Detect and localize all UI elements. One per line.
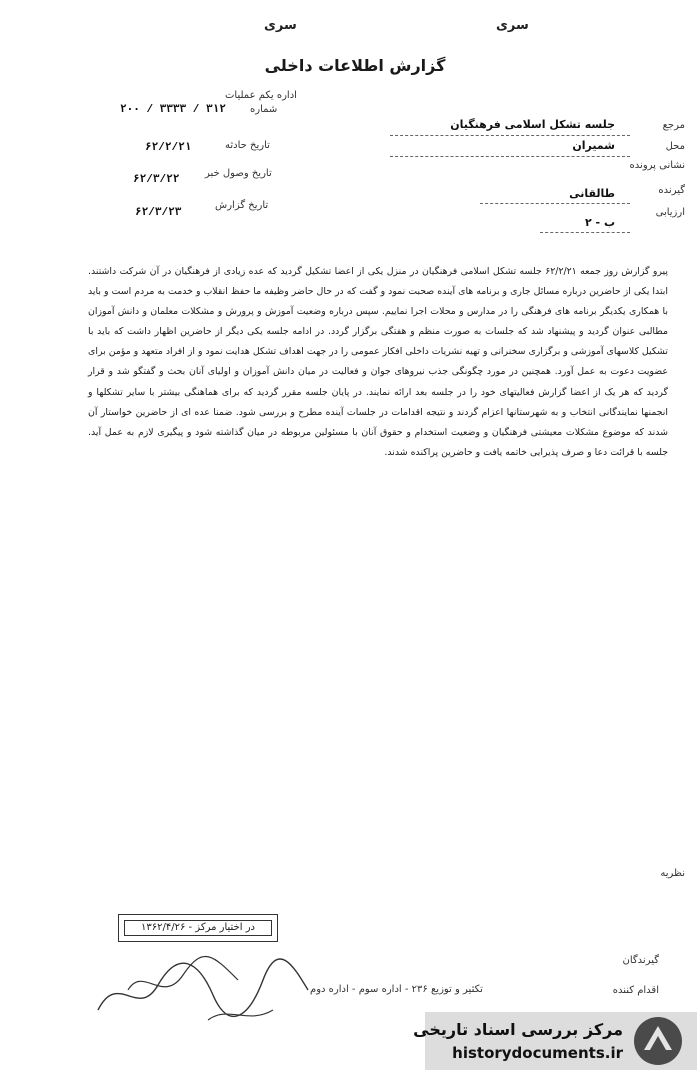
copy-label: اقدام کننده bbox=[612, 985, 659, 996]
evaluation-label: ارزیابی bbox=[655, 207, 685, 218]
report-body-text: پیرو گزارش روز جمعه ۶۲/۲/۲۱ جلسه تشکل اسلامی فرهنگیان در منزل یکی از اعضا تشکیل گردید که عده زیادی از فرهنگیان در آن شرکت داشتند. ابتدا یکی از حاضرین درباره مسائل جاری و برنامه های آینده صحبت نمود و گفت که در حال حاضر وظیفه ما حفظ انقلاب و خدمت به مردم است و باید با همکاری یکدیگر برنامه های فرهنگی را در مدارس و محلات اجرا نماییم. سپس درباره وضعیت آموزش و پرورش و مشکلات معلمان و دانش آموزان مطالبی عنوان گردید و پیشنهاد شد که جلسات به صورت منظم و هفتگی برگزار گردد. در ادامه جلسه یکی دیگر از حاضرین اظهار داشت که باید با تشکیل کلاسهای آموزشی و برگزاری سخنرانی و تهیه نشریات داخلی افکار عمومی را در جهت اهداف تشکل هدایت نمود و از افراد متعهد و مؤمن برای عضویت دعوت به عمل آورد. همچنین در مورد چگونگی جذب نیروهای جوان و فعالیت در میان دانش آموزان و اولیای آنان بحث و گفتگو شد و قرار گردید که هر یک از اعضا گزارش فعالیتهای خود را در جلسه بعد ارائه نمایند. در پایان جلسه مقرر گردید که برای هماهنگی بیشتر با سایر تشکلها و انجمنها نمایندگانی انتخاب و به شهرستانها اعزام گردند و نتیجه اقدامات در جلسات آینده مطرح و بررسی شود. ضمنا عده ای از حاضرین خواستار آن شدند که موضوع مشکلات معیشتی فرهنگیان و وضعیت استخدام و حقوق آنان با مسئولین مربوطه در میان گذاشته شود و پیگیری لازم به عمل آید. جلسه با قرائت دعا و صرف پذیرایی خاتمه یافت و حاضرین پراکنده شدند. bbox=[88, 266, 668, 458]
place-value: شمیران bbox=[572, 139, 615, 152]
document-title: گزارش اطلاعات داخلی bbox=[264, 56, 446, 75]
report-date-label: تاریخ گزارش bbox=[215, 200, 269, 211]
office-label: اداره یکم عملیات bbox=[225, 90, 297, 101]
event-date-value: ۶۲/۲/۲۱ bbox=[145, 142, 192, 154]
evaluation-value: ب - ۲ bbox=[585, 216, 615, 229]
source-label: مرجع bbox=[662, 120, 685, 131]
signature-scribble bbox=[88, 950, 318, 1030]
place-underline bbox=[390, 156, 630, 157]
report-body bbox=[88, 262, 668, 463]
recipient-label: گیرنده bbox=[658, 185, 685, 196]
source-value: جلسه تشکل اسلامی فرهنگیان bbox=[450, 118, 615, 131]
place-label: محل bbox=[665, 141, 685, 152]
classification-mark-left: سری bbox=[264, 18, 297, 33]
receipt-date-value: ۶۲/۳/۲۲ bbox=[133, 174, 180, 186]
event-date-label: تاریخ حادثه bbox=[225, 140, 270, 151]
watermark-title: مرکز بررسی اسناد تاریخی bbox=[413, 1020, 623, 1039]
recipient-value: طالقانی bbox=[569, 187, 615, 200]
classification-mark-right: سری bbox=[496, 18, 529, 33]
watermark-url: historydocuments.ir bbox=[452, 1044, 623, 1062]
recipients-label: گیرندگان bbox=[622, 955, 659, 966]
distribution-text: تکثیر و توزیع ۲۳۶ - اداره سوم - اداره دوم bbox=[310, 984, 483, 995]
comment-label: نظریه bbox=[660, 868, 685, 879]
number-label: شماره bbox=[250, 104, 278, 115]
report-date-value: ۶۲/۳/۲۳ bbox=[135, 207, 182, 219]
archive-logo-icon bbox=[630, 1014, 686, 1068]
recipient-underline bbox=[480, 203, 630, 204]
evaluation-underline bbox=[540, 232, 630, 233]
archive-stamp-text: در اختیار مرکز - ۱۳۶۲/۴/۲۶ bbox=[124, 920, 272, 936]
source-underline bbox=[390, 135, 630, 136]
index-label: نشانی پرونده bbox=[629, 160, 685, 171]
number-value: ۲۰۰ / ۳۳۳۳ / ۳۱۲ bbox=[120, 104, 226, 116]
receipt-date-label: تاریخ وصول خبر bbox=[205, 168, 272, 179]
